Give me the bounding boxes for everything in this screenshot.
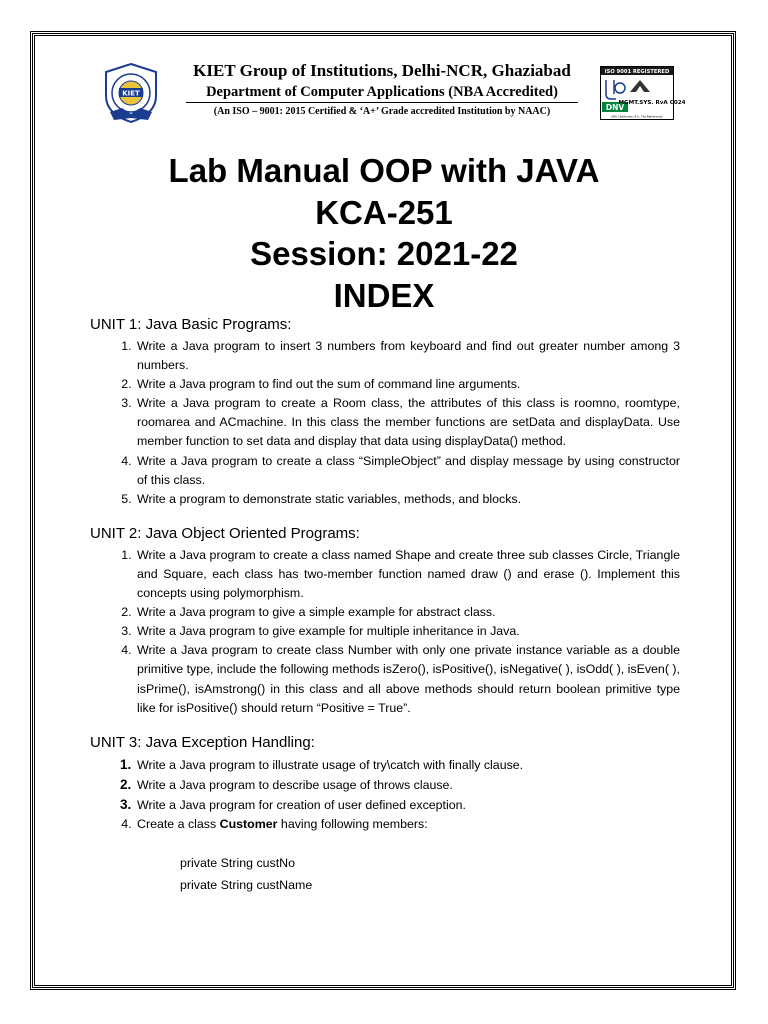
list-item: 3. Write a Java program for creation of user defined exception. xyxy=(135,795,680,815)
unit-3-list xyxy=(90,755,680,834)
institution-name: KIET Group of Institutions, Delhi-NCR, Ghaziabad xyxy=(193,61,571,80)
list-item: 5. Write a program to demonstrate static variables, methods, and blocks. xyxy=(135,490,680,509)
list-item: 3. Write a Java program to create a Room class, the attributes of this class is roomno, roomtype, roomarea and ACmachine. In this class the member functions are setData and displayData. Use member function to set data and display that data using displayData() method. xyxy=(135,394,680,451)
list-item: 1. Write a Java program to illustrate usage of try\catch with finally clause. xyxy=(135,755,680,775)
iso-badge-top-text: ISO 9001 REGISTERED xyxy=(604,69,670,76)
customer-class-name: Customer xyxy=(219,816,278,831)
list-item: 4. Write a Java program to create a class “SimpleObject” and display message by using constructor of this class. xyxy=(135,452,680,490)
department-name: Department of Computer Applications (NBA Accredited) xyxy=(186,84,578,103)
list-item: 2. Write a Java program to describe usage of throws clause. xyxy=(135,775,680,795)
session-title: Session: 2021-22 xyxy=(250,235,518,272)
iso-badge-bottom-text: DNV Certification B.V., The Netherlands xyxy=(611,115,663,119)
list-item: 4. Write a Java program to create class Number with only one private instance variable as a double primitive type, include the following methods isZero(), isPositive(), isNegative( ), isOdd( ), isEven( ), isPrime(), isAmstrong() in this class and all above methods should return boolean primitive type like for isPositive() should return “Positive = True”. xyxy=(135,641,680,717)
mgmt-sys-text: MGMT.SYS. RvA C024 xyxy=(618,100,686,106)
unit-heading: UNIT 1: Java Basic Programs: xyxy=(90,316,292,333)
unit-1-list xyxy=(90,337,680,509)
list-item xyxy=(135,815,680,834)
index-content xyxy=(90,316,680,896)
dnv-text: DNV xyxy=(605,103,625,112)
unit-2-list xyxy=(90,546,680,718)
customer-members xyxy=(180,852,680,896)
iso-certification-badge xyxy=(600,66,686,120)
index-heading: INDEX xyxy=(333,276,435,314)
member-line: private String custNo xyxy=(180,856,296,871)
list-item: 3. Write a Java program to give example for multiple inheritance in Java. xyxy=(135,622,680,641)
list-item: 2. Write a Java program to find out the sum of command line arguments. xyxy=(135,375,680,394)
manual-title: Lab Manual OOP with JAVA xyxy=(168,152,600,189)
list-item: 1. Write a Java program to insert 3 numbers from keyboard and find out greater number among 3 numbers. xyxy=(135,337,680,375)
title-block xyxy=(40,150,728,316)
unit-heading: UNIT 3: Java Exception Handling: xyxy=(90,733,315,751)
accreditation-note: (An ISO – 9001: 2015 Certified & ‘A+’ Grade accredited Institution by NAAC) xyxy=(213,106,551,117)
unit-heading: UNIT 2: Java Object Oriented Programs: xyxy=(90,524,360,542)
list-item: 1. Write a Java program to create a class named Shape and create three sub classes Circle, Triangle and Square, each class has two-member function named draw () and erase (). Implement this concepts using polymorphism. xyxy=(135,546,680,603)
course-code: KCA-251 xyxy=(315,193,453,231)
logo-text: KIET xyxy=(122,89,140,98)
kiet-logo-emblem xyxy=(102,62,160,124)
item-suffix: having following members: xyxy=(277,816,428,831)
item-prefix: Create a class xyxy=(137,816,220,831)
list-item: 2. Write a Java program to give a simple example for abstract class. xyxy=(135,603,680,622)
member-line: private String custName xyxy=(180,878,313,893)
letterhead xyxy=(102,60,686,126)
